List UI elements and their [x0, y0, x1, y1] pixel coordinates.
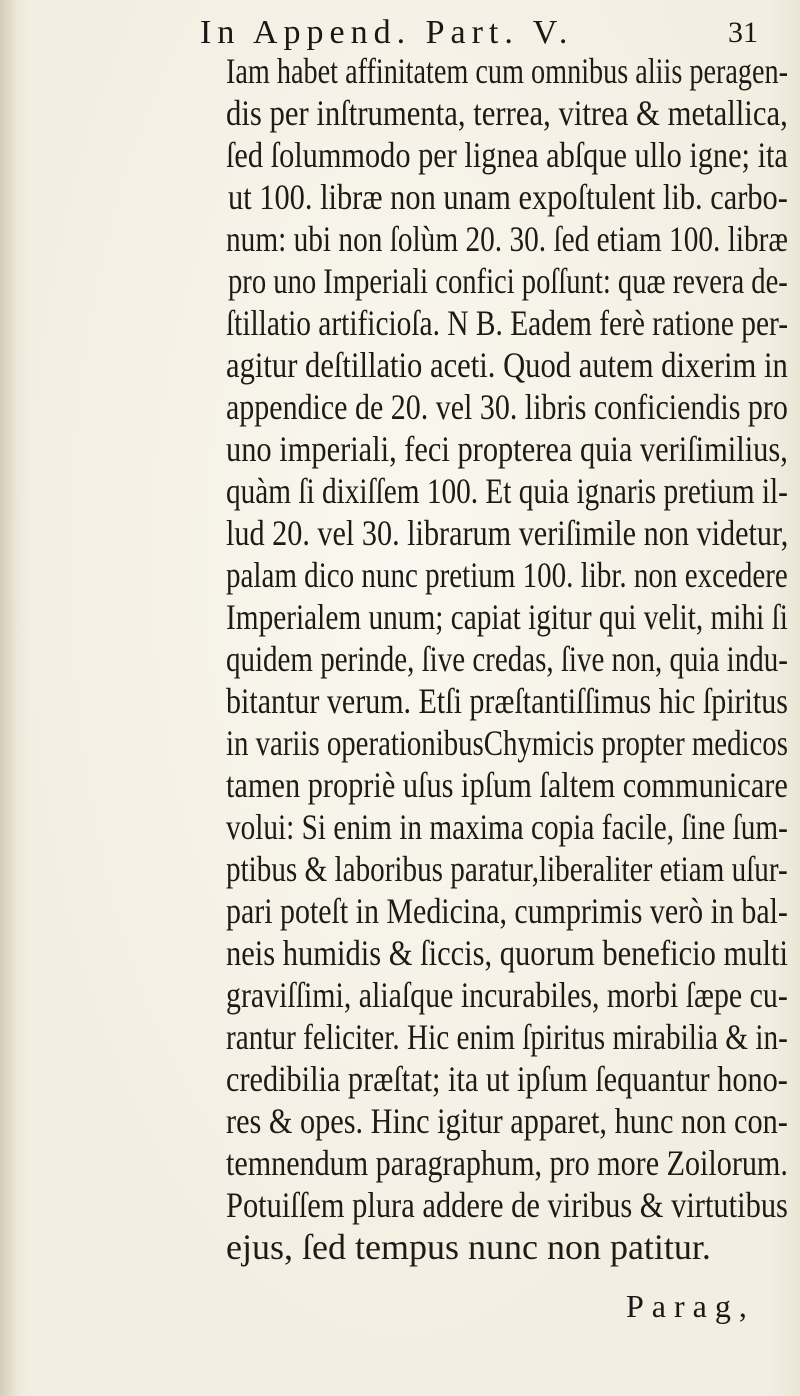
text-line: volui: Si enim in maxima copia facile, ſine ſum- [226, 807, 788, 847]
catchword: Parag, [626, 1288, 755, 1324]
text-line: ut 100. libræ non unam expoſtulent lib. carbo- [228, 177, 788, 217]
text-line: palam dico nunc pretium 100. libr. non excedere [226, 555, 788, 595]
text-line: Iam habet affinitatem cum omnibus aliis peragen- [226, 51, 789, 91]
text-line: Potuiſſem plura addere de viribus & virtutibus [226, 1185, 788, 1225]
text-line: ejus, ſed tempus nunc non patitur. [226, 1227, 711, 1267]
text-line: appendice de 20. vel 30. libris conficiendis pro [226, 387, 788, 427]
text-line: ſtillatio artificioſa. N B. Eadem ferè ratione per- [226, 303, 789, 343]
text-line: pro uno Imperiali confici poſſunt: quæ revera de- [228, 261, 788, 301]
text-line: res & opes. Hinc igitur apparet, hunc non con- [226, 1101, 788, 1141]
text-line: credibilia præſtat; ita ut ipſum ſequantur hono- [226, 1059, 788, 1099]
text-line: temnendum paragraphum, pro more Zoilorum. [226, 1143, 788, 1183]
text-line: bitantur verum. Etſi præſtantiſſimus hic ſpiritus [226, 681, 788, 721]
page-number: 31 [728, 16, 758, 49]
text-line: ſed ſolummodo per lignea abſque ullo igne; ita [226, 135, 788, 175]
text-line: agitur deſtillatio aceti. Quod autem dixerim in [226, 345, 788, 385]
text-line: uno imperiali, feci propterea quia veriſimilius, [226, 429, 788, 469]
text-line: quidem perinde, ſive credas, ſive non, quia indu- [226, 639, 788, 679]
text-line: graviſſimi, aliaſque incurabiles, morbi ſæpe cu- [226, 975, 788, 1015]
running-head-title: In Append. Part. V. [200, 14, 574, 51]
text-line: in variis operationibusChymicis propter medicos [226, 723, 788, 763]
gutter-shadow [0, 0, 18, 1396]
text-line: ptibus & laboribus paratur,liberaliter etiam uſur- [226, 849, 788, 889]
text-line: Imperialem unum; capiat igitur qui velit, mihi ſi [226, 597, 788, 637]
text-line: lud 20. vel 30. librarum veriſimile non videtur, [226, 513, 789, 553]
text-line: num: ubi non ſolùm 20. 30. ſed etiam 100. libræ [226, 219, 788, 259]
text-line: quàm ſi dixiſſem 100. Et quia ignaris pretium il- [226, 471, 788, 511]
text-line: rantur feliciter. Hic enim ſpiritus mirabilia & in- [226, 1017, 788, 1057]
text-line: dis per inſtrumenta, terrea, vitrea & metallica, [226, 93, 788, 133]
text-line: neis humidis & ſiccis, quorum beneficio multi [226, 933, 788, 973]
text-line: tamen propriè uſus ipſum ſaltem communicare [226, 765, 788, 805]
text-line: pari poteſt in Medicina, cumprimis verò in bal- [226, 891, 788, 931]
